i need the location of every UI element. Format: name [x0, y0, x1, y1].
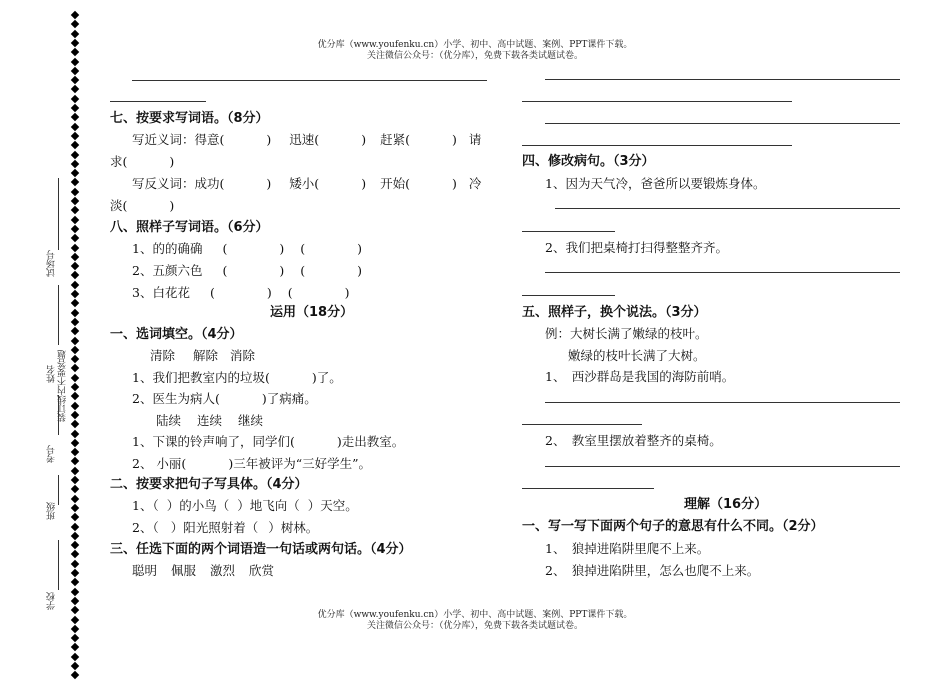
- s2-item-2: 2、（ ）阳光照射着（ ）树林。: [132, 520, 319, 535]
- s2-item-1: 1、（ ）的小鸟（ ）地飞向（ ）天空。: [132, 498, 358, 513]
- footer-line-1: 优分库（www.youfenku.cn）小学、初中、高中试题、案例、PPT课件下载。: [317, 610, 633, 620]
- exam-no-line: [58, 395, 59, 435]
- binding-diamond: [71, 466, 79, 474]
- binding-diamond: [71, 187, 79, 195]
- binding-diamond: [71, 122, 79, 130]
- binding-diamond: [71, 280, 79, 288]
- school-line: [58, 540, 59, 590]
- s1-words-a: 清除 解除 消除: [150, 348, 256, 363]
- answer-line: [555, 208, 900, 209]
- s5-title: 五、照样子，换个说法。（3分）: [522, 305, 707, 320]
- q7-title: 七、按要求写词语。（8分）: [110, 111, 269, 126]
- s1-a2: 2、医生为病人( )了病痛。: [132, 391, 317, 406]
- binding-diamond: [71, 439, 79, 447]
- binding-diamond: [71, 76, 79, 84]
- s5-example-2: 嫩绿的枝叶长满了大树。: [568, 348, 706, 363]
- binding-diamond: [71, 169, 79, 177]
- binding-diamond: [71, 94, 79, 102]
- binding-diamond: [71, 243, 79, 251]
- binding-diamond: [71, 299, 79, 307]
- binding-diamond: [71, 541, 79, 549]
- q7-ant-row-cont: 淡( ): [110, 198, 175, 213]
- binding-note: 装订线内不要答题: [58, 350, 68, 422]
- header-line-1: 优分库（www.youfenku.cn）小学、初中、高中试题、案例、PPT课件下载。: [317, 40, 633, 50]
- footer-line-2: 关注微信公众号：（优分库），免费下载各类试题试卷。: [366, 621, 583, 631]
- binding-diamond: [71, 132, 79, 140]
- binding-diamond: [71, 504, 79, 512]
- s3-title: 三、任选下面的两个词语造一句话或两句话。（4分）: [110, 542, 412, 557]
- binding-diamond: [71, 11, 79, 19]
- binding-diamond: [71, 346, 79, 354]
- binding-diamond: [71, 225, 79, 233]
- binding-diamond: [71, 513, 79, 521]
- q8-item-3: 3、白花花 ( ) ( ): [132, 285, 350, 300]
- binding-diamond: [71, 85, 79, 93]
- binding-diamond: [71, 634, 79, 642]
- binding-diamond: [71, 522, 79, 530]
- binding-diamond: [71, 476, 79, 484]
- seat-label: 试场号: [47, 250, 57, 277]
- answer-line: [110, 101, 206, 102]
- binding-diamond: [71, 67, 79, 75]
- binding-diamond: [71, 336, 79, 344]
- s4-title: 四、修改病句。（3分）: [522, 154, 655, 169]
- answer-line: [522, 231, 615, 232]
- part-use-heading: 运用（18分）: [270, 305, 354, 320]
- q7-syn-row-cont: 求( ): [110, 154, 175, 169]
- answer-line: [522, 488, 654, 489]
- part-understand-heading: 理解（16分）: [684, 497, 768, 512]
- binding-diamond: [71, 559, 79, 567]
- binding-diamond: [71, 113, 79, 121]
- binding-diamond: [71, 550, 79, 558]
- binding-diamond: [71, 392, 79, 400]
- binding-diamond: [71, 271, 79, 279]
- u1-item-1: 1、 狼掉进陷阱里爬不上来。: [545, 541, 710, 556]
- binding-diamond: [71, 448, 79, 456]
- q8-item-1: 1、的的确确 ( ) ( ): [132, 241, 363, 256]
- answer-line: [545, 79, 900, 80]
- binding-diamond: [71, 494, 79, 502]
- answer-line: [545, 466, 900, 467]
- binding-diamond: [71, 569, 79, 577]
- answer-line: [132, 80, 487, 81]
- binding-diamond: [71, 420, 79, 428]
- binding-diamond: [71, 150, 79, 158]
- answer-line: [545, 402, 900, 403]
- u1-title: 一、写一写下面两个句子的意思有什么不同。（2分）: [522, 519, 824, 534]
- answer-line: [522, 424, 642, 425]
- binding-diamond: [71, 485, 79, 493]
- binding-diamond: [71, 318, 79, 326]
- binding-diamond: [71, 671, 79, 679]
- s1-b2: 2、 小丽( )三年被评为“三好学生”。: [132, 456, 371, 471]
- s4-item-1: 1、因为天气冷，爸爸所以要锻炼身体。: [545, 176, 766, 191]
- q8-title: 八、照样子写词语。（6分）: [110, 220, 269, 235]
- binding-diamond: [71, 662, 79, 670]
- u1-item-2: 2、 狼掉进陷阱里，怎么也爬不上来。: [545, 563, 760, 578]
- binding-diamond: [71, 29, 79, 37]
- binding-diamond: [71, 643, 79, 651]
- binding-diamond: [71, 206, 79, 214]
- binding-diamond: [71, 373, 79, 381]
- name-line: [58, 285, 59, 345]
- answer-line: [522, 295, 615, 296]
- binding-diamond: [71, 364, 79, 372]
- name-label: 姓名: [47, 365, 57, 383]
- s2-title: 二、按要求把句子写具体。（4分）: [110, 477, 308, 492]
- binding-diamond: [71, 104, 79, 112]
- q7-syn-row: 写近义词：得意( ) 迅速( ) 赶紧( ) 请: [132, 132, 482, 147]
- s1-title: 一、选词填空。（4分）: [110, 327, 243, 342]
- s4-item-2: 2、我们把桌椅打扫得整整齐齐。: [545, 240, 728, 255]
- binding-diamond: [71, 597, 79, 605]
- binding-diamond: [71, 401, 79, 409]
- s3-words: 聪明 佩服 激烈 欣赏: [132, 563, 275, 578]
- binding-diamond: [71, 178, 79, 186]
- binding-diamond: [71, 327, 79, 335]
- s5-item-1: 1、 西沙群岛是我国的海防前哨。: [545, 369, 735, 384]
- s5-item-2: 2、 教室里摆放着整齐的桌椅。: [545, 433, 722, 448]
- binding-diamond: [71, 355, 79, 363]
- q8-item-2: 2、五颜六色 ( ) ( ): [132, 263, 363, 278]
- binding-diamond: [71, 411, 79, 419]
- class-line: [58, 475, 59, 505]
- seat-line: [58, 178, 59, 250]
- binding-diamond: [71, 160, 79, 168]
- binding-diamond: [71, 197, 79, 205]
- binding-diamond: [71, 215, 79, 223]
- binding-diamond: [71, 253, 79, 261]
- s1-b1: 1、下课的铃声响了，同学们( )走出教室。: [132, 434, 405, 449]
- binding-diamond: [71, 141, 79, 149]
- binding-diamond: [71, 532, 79, 540]
- s1-a1: 1、我们把教室内的垃圾( )了。: [132, 370, 342, 385]
- answer-line: [522, 145, 792, 146]
- binding-diamond: [71, 308, 79, 316]
- s1-words-b: 陆续 连续 继续: [156, 413, 264, 428]
- binding-diamond: [71, 20, 79, 28]
- binding-diamond: [71, 587, 79, 595]
- binding-diamond: [71, 290, 79, 298]
- binding-diamond: [71, 578, 79, 586]
- binding-diamond: [71, 234, 79, 242]
- binding-diamond: [71, 383, 79, 391]
- header-line-2: 关注微信公众号：（优分库），免费下载各类试题试卷。: [366, 51, 583, 61]
- answer-line: [522, 101, 792, 102]
- class-label: 班级: [47, 502, 57, 520]
- answer-line: [545, 123, 900, 124]
- exam-no-label: 考号: [47, 445, 57, 463]
- school-label: 学校: [47, 592, 57, 610]
- s5-example-1: 例：大树长满了嫩绿的枝叶。: [545, 326, 708, 341]
- q7-ant-row: 写反义词：成功( ) 矮小( ) 开始( ) 冷: [132, 176, 482, 191]
- binding-diamond: [71, 429, 79, 437]
- binding-diamond: [71, 457, 79, 465]
- binding-diamond: [71, 652, 79, 660]
- binding-diamond: [71, 262, 79, 270]
- answer-line: [545, 272, 900, 273]
